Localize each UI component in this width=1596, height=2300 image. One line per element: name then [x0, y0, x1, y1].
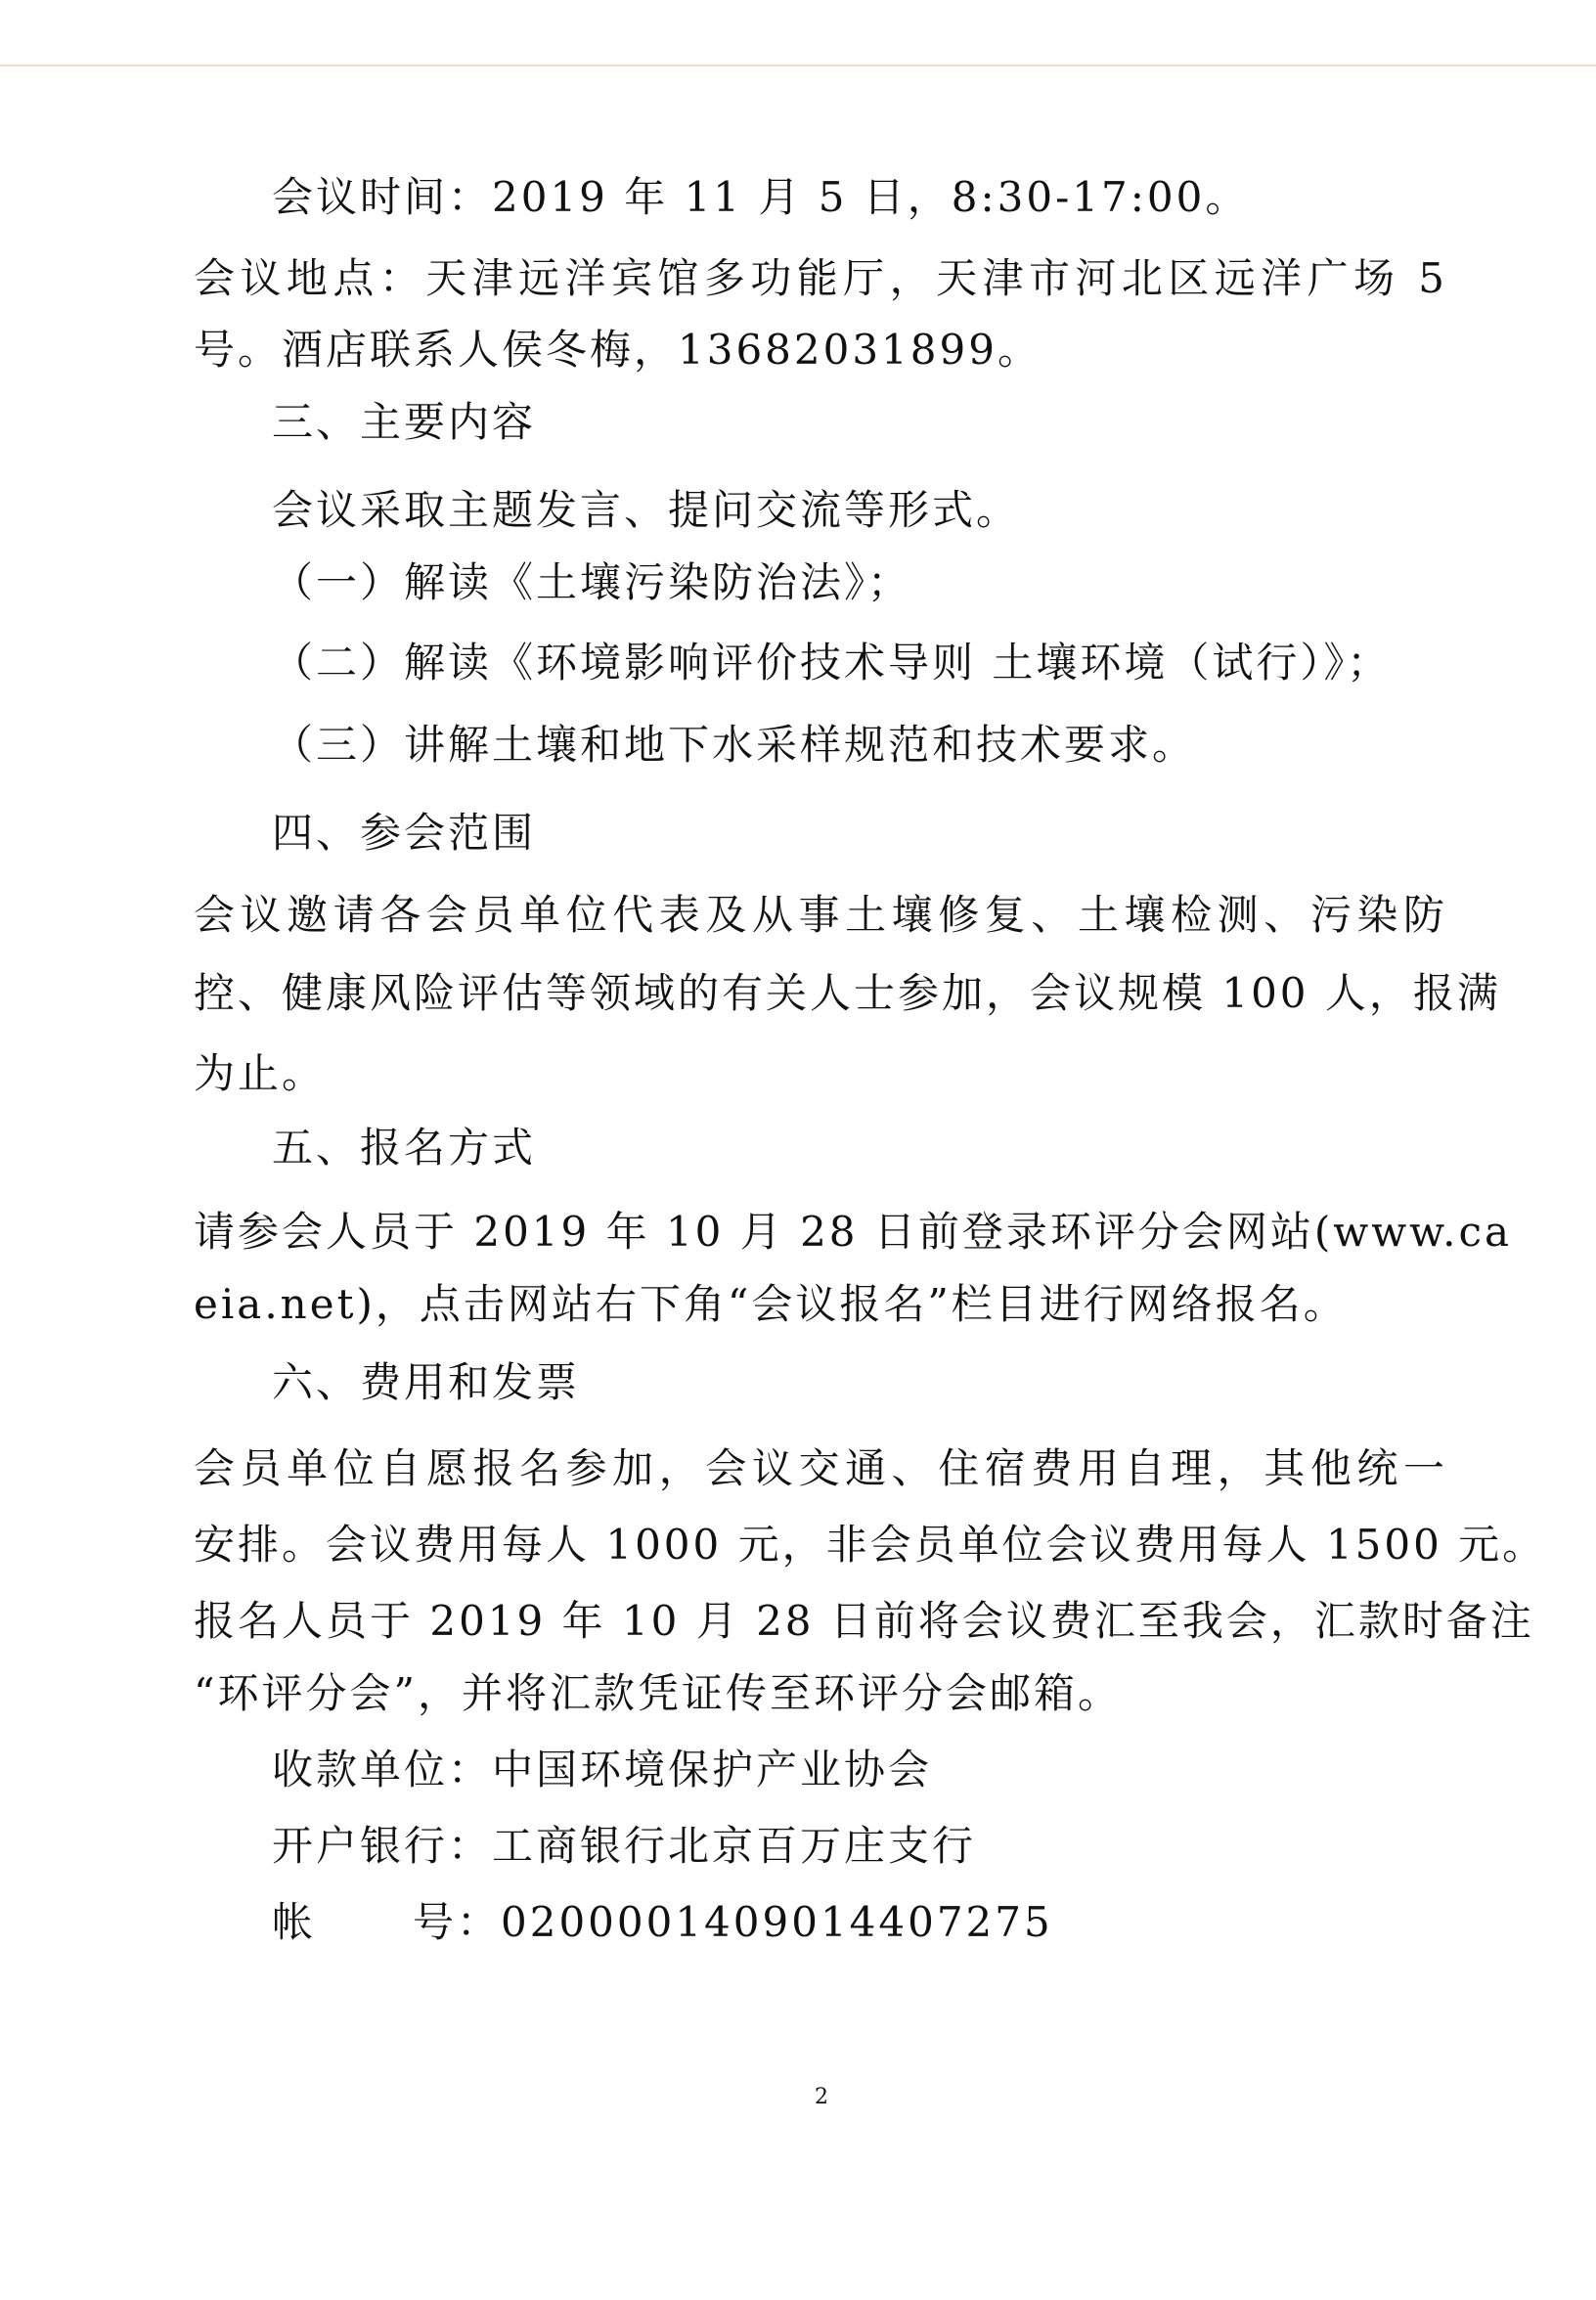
account-value: 号：0200001409014407275 — [413, 1898, 1053, 1946]
section-3-item-1: （一）解读《土壤污染防治法》； — [272, 558, 912, 606]
section-6-heading: 六、费用和发票 — [272, 1358, 581, 1406]
section-3-heading: 三、主要内容 — [272, 398, 537, 446]
section-4-line-1: 会议邀请各会员单位代表及从事土壤修复、土壤检测、污染防 — [194, 891, 1447, 939]
section-3-intro: 会议采取主题发言、提问交流等形式。 — [272, 486, 1021, 534]
section-4-line-2: 控、健康风险评估等领域的有关人士参加，会议规模 100 人，报满 — [194, 969, 1501, 1017]
account-label: 帐 — [272, 1898, 317, 1946]
section-6-line-2: 安排。会议费用每人 1000 元，非会员单位会议费用每人 1500 元。 — [194, 1521, 1547, 1569]
meeting-place-line-1: 会议地点：天津远洋宾馆多功能厅，天津市河北区远洋广场 5 — [194, 254, 1447, 302]
top-edge-rule — [0, 65, 1596, 66]
section-3-item-2: （二）解读《环境影响评价技术导则 土壤环境（试行）》； — [272, 639, 1392, 686]
section-5-heading: 五、报名方式 — [272, 1124, 537, 1172]
section-3-item-3: （三）讲解土壤和地下水采样规范和技术要求。 — [272, 721, 1197, 769]
bank-line: 开户银行：工商银行北京百万庄支行 — [272, 1822, 977, 1870]
page-number: 2 — [815, 2085, 828, 2109]
payee-line: 收款单位：中国环境保护产业协会 — [272, 1746, 933, 1793]
section-5-line-2: eia.net)，点击网站右下角“会议报名”栏目进行网络报名。 — [194, 1280, 1348, 1328]
section-4-line-3: 为止。 — [194, 1049, 327, 1097]
section-6-line-3: 报名人员于 2019 年 10 月 28 日前将会议费汇至我会，汇款时备注 — [194, 1597, 1534, 1645]
meeting-place-line-2: 号。酒店联系人侯冬梅，13682031899。 — [194, 326, 1042, 374]
section-6-line-4: “环评分会”，并将汇款凭证传至环评分会邮箱。 — [194, 1669, 1122, 1717]
section-5-line-1: 请参会人员于 2019 年 10 月 28 日前登录环评分会网站(www.ca — [194, 1208, 1513, 1256]
section-4-heading: 四、参会范围 — [272, 809, 537, 857]
section-6-line-1: 会员单位自愿报名参加，会议交通、住宿费用自理，其他统一 — [194, 1444, 1447, 1492]
meeting-time: 会议时间：2019 年 11 月 5 日，8:30-17:00。 — [272, 173, 1250, 221]
